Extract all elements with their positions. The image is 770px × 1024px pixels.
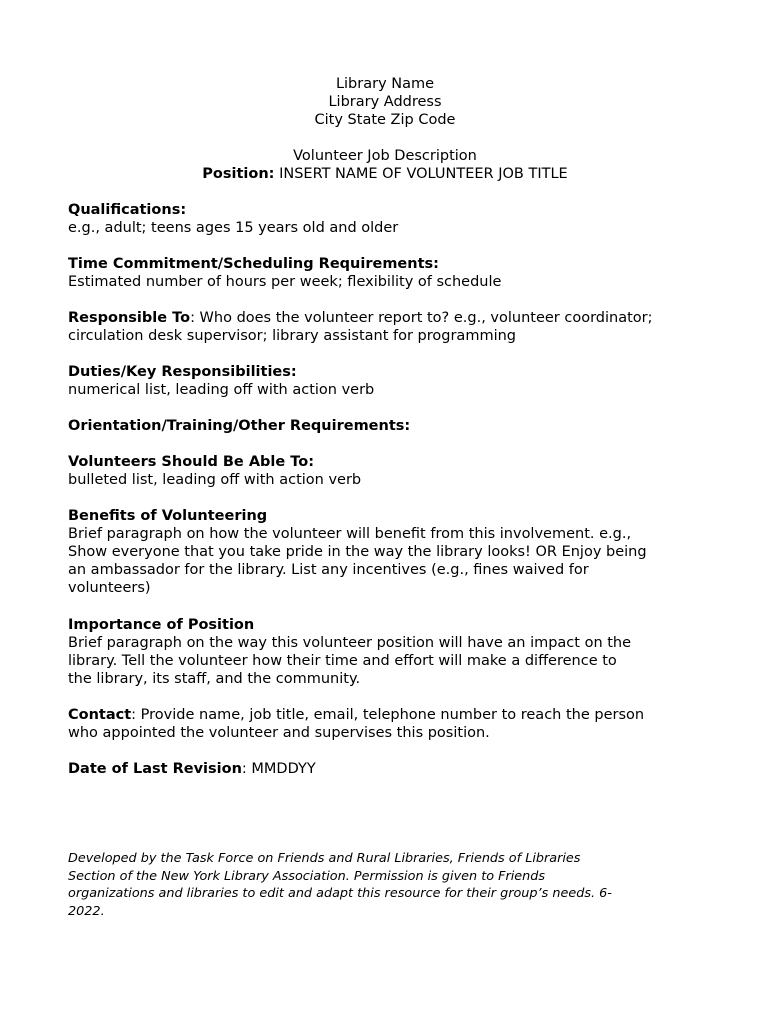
footer-line4: 2022. (68, 903, 105, 919)
contact-line1 (68, 706, 708, 724)
importance-line3: the library, its staff, and the community. (68, 671, 361, 687)
section-responsible-to (68, 309, 708, 345)
orientation-heading: Orientation/Training/Other Requirements: (68, 418, 411, 434)
benefits-heading: Benefits of Volunteering (68, 508, 268, 524)
footer-line3: organizations and libraries to edit and adapt this resource for their group’s needs. 6- (68, 886, 612, 901)
section-volunteers-able (68, 453, 708, 489)
qualifications-heading: Qualifications: (68, 202, 187, 218)
library-name: Library Name (335, 76, 435, 92)
responsible-to-line2: circulation desk supervisor; library assistant for programming (68, 328, 516, 344)
importance-line2: library. Tell the volunteer how their time and effort will make a difference to (68, 653, 617, 669)
volunteers-able-text: bulleted list, leading off with action verb (68, 472, 362, 488)
document-title-block (0, 147, 770, 183)
contact-line2: who appointed the volunteer and supervises this position. (68, 725, 490, 741)
section-time-commitment (68, 255, 708, 291)
benefits-line3: an ambassador for the library. List any incentives (e.g., fines waived for (68, 562, 589, 578)
volunteers-able-heading: Volunteers Should Be Able To: (68, 454, 314, 470)
revision-heading: Date of Last Revision (68, 761, 242, 777)
library-header (0, 75, 770, 129)
duties-heading: Duties/Key Responsibilities: (68, 364, 297, 380)
revision-line (68, 760, 708, 778)
position-value: INSERT NAME OF VOLUNTEER JOB TITLE (274, 166, 568, 182)
benefits-line4: volunteers) (68, 580, 151, 596)
footer-note (68, 850, 668, 920)
responsible-to-text: : Who does the volunteer report to? e.g., volunteer coordinator; (190, 310, 653, 326)
responsible-to-line1 (68, 309, 708, 327)
duties-text: numerical list, leading off with action verb (68, 382, 375, 398)
section-qualifications (68, 201, 708, 237)
contact-text: : Provide name, job title, email, telephone number to reach the person (131, 707, 645, 723)
revision-text: : MMDDYY (241, 761, 316, 777)
library-address: Library Address (328, 94, 442, 110)
responsible-to-heading: Responsible To (68, 310, 191, 326)
position-label: Position: (202, 166, 275, 182)
section-benefits (68, 507, 708, 597)
document-title: Volunteer Job Description (293, 148, 477, 164)
section-revision (68, 760, 708, 778)
benefits-line1: Brief paragraph on how the volunteer will benefit from this involvement. e.g., (68, 526, 632, 542)
section-orientation (68, 417, 708, 435)
library-city-state-zip: City State Zip Code (314, 112, 456, 128)
section-duties (68, 363, 708, 399)
importance-heading: Importance of Position (68, 617, 255, 633)
footer-line2: Section of the New York Library Association. Permission is given to Friends (68, 868, 546, 884)
time-commitment-heading: Time Commitment/Scheduling Requirements: (68, 256, 439, 272)
importance-line1: Brief paragraph on the way this volunteer position will have an impact on the (68, 635, 632, 651)
section-importance (68, 616, 708, 688)
contact-heading: Contact (68, 707, 132, 723)
time-commitment-text: Estimated number of hours per week; flexibility of schedule (68, 274, 502, 290)
qualifications-text: e.g., adult; teens ages 15 years old and older (68, 220, 399, 236)
position-line (0, 165, 770, 183)
footer-line1: Developed by the Task Force on Friends and Rural Libraries, Friends of Libraries (68, 851, 581, 866)
benefits-line2: Show everyone that you take pride in the way the library looks! OR Enjoy being (68, 544, 647, 560)
section-contact (68, 706, 708, 742)
